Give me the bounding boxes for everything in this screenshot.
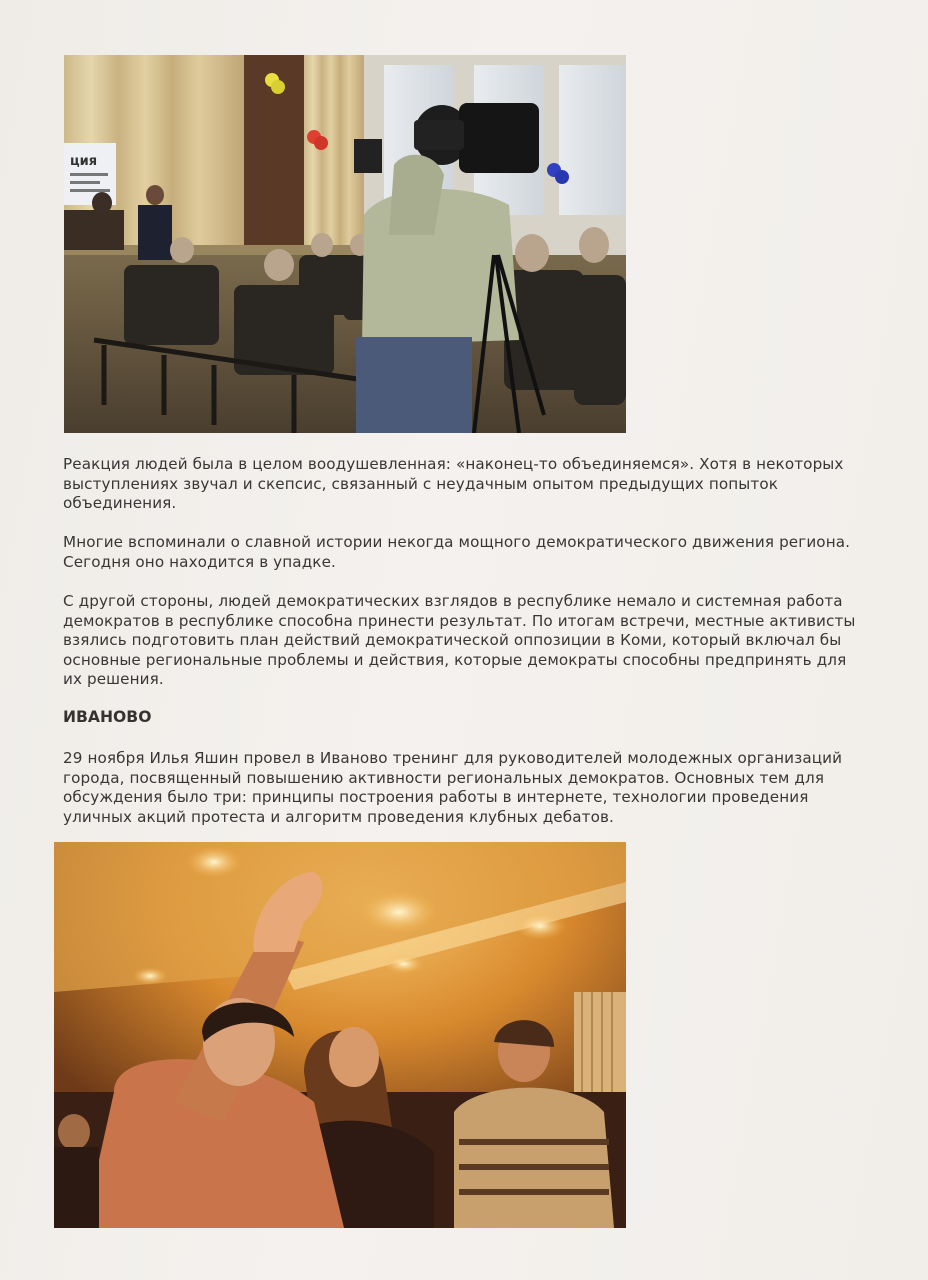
paragraph-reaction xyxy=(63,455,883,514)
training-audience-photo xyxy=(54,842,626,1228)
text-line: демократов в республике способна принести результат. По итогам встречи, местные активисты xyxy=(63,611,856,630)
text-line: выступлениях звучал и скепсис, связанный с неудачным опытом предыдущих попыток xyxy=(63,474,778,493)
text-line: обсуждения было три: принципы построения работы в интернете, технологии проведения xyxy=(63,788,809,807)
section-heading-ivanovo: ИВАНОВО xyxy=(63,708,152,726)
text-line: объединения. xyxy=(63,494,177,513)
text-line: города, посвященный повышению активности региональных демократов. Основных тем для xyxy=(63,768,825,787)
banner-text: ция xyxy=(70,154,98,169)
text-line: 29 ноября Илья Яшин провел в Иваново тренинг для руководителей молодежных организаций xyxy=(63,749,843,767)
meeting-hall-photo xyxy=(64,55,626,433)
text-line: их решения. xyxy=(63,670,164,689)
text-line: С другой стороны, людей демократических взглядов в республике немало и системная работа xyxy=(63,592,843,610)
text-line: уличных акций протеста и алгоритм проведения клубных дебатов. xyxy=(63,807,614,826)
text-line: основные региональные проблемы и действия, которые демократы способны предпринять для xyxy=(63,650,847,669)
text-line: Многие вспоминали о славной истории некогда мощного демократического движения региона. xyxy=(63,533,851,551)
text-line: взялись подготовить план действий демократической оппозиции в Коми, который включал бы xyxy=(63,631,842,650)
text-line: Сегодня оно находится в упадке. xyxy=(63,552,336,571)
text-line: Реакция людей была в целом воодушевленная: «наконец-то объединяемся». Хотя в некоторых xyxy=(63,455,844,473)
paragraph-ivanovo-training xyxy=(63,749,883,827)
paragraph-history xyxy=(63,533,883,572)
paragraph-action-plan xyxy=(63,592,883,690)
